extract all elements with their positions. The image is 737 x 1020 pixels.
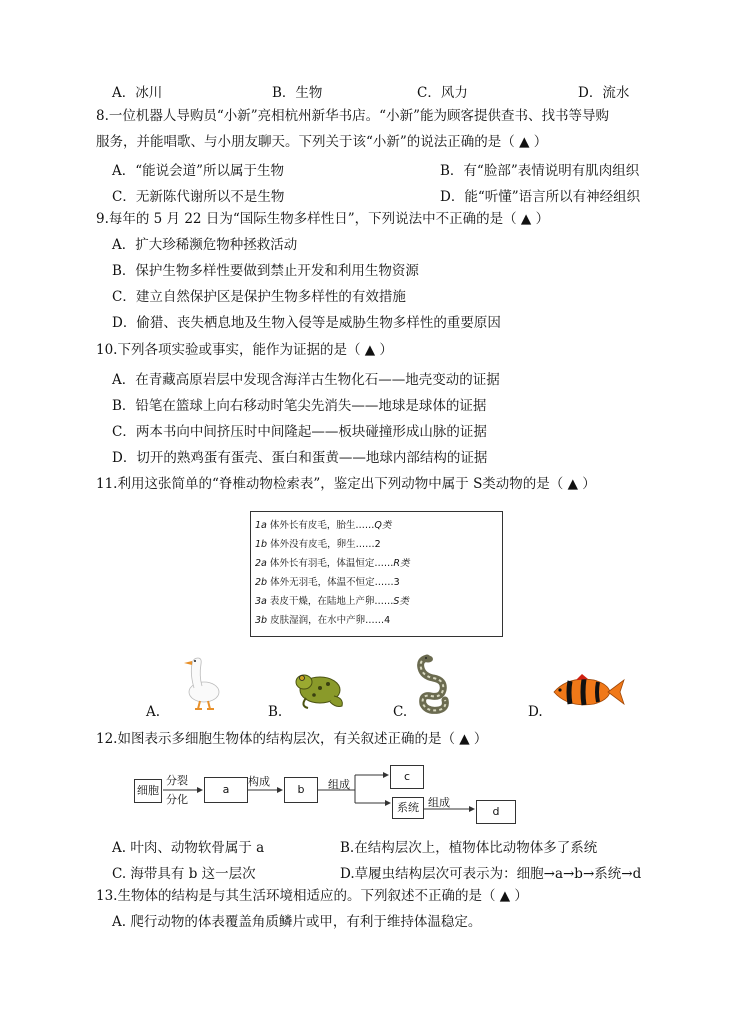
- goose-icon: [180, 654, 222, 712]
- box-a: a: [204, 777, 248, 803]
- key-text: 表皮干燥，在陆地上产卵……: [266, 596, 394, 607]
- q12-option-d: D.草履虫结构层次可表示为：细胞→a→b→系统→d: [340, 866, 642, 882]
- q11-label-d: D.: [528, 704, 543, 720]
- q12-options-row1: [112, 836, 692, 854]
- q10-option-d: D．切开的熟鸡蛋有蛋壳、蛋白和蛋黄——地球内部结构的证据: [112, 450, 488, 466]
- box-b: b: [284, 777, 318, 803]
- label-differentiate: 分化: [166, 793, 188, 806]
- key-code: 1b: [255, 539, 268, 550]
- q8-options-row2: [112, 185, 692, 203]
- q7-options: [112, 81, 692, 99]
- fish-icon: [548, 672, 626, 712]
- label-split: 分裂: [166, 774, 188, 787]
- box-cell: 细胞: [134, 779, 162, 803]
- vertebrate-key-table: [250, 511, 503, 637]
- box-d: d: [476, 800, 516, 824]
- q12-option-b: B.在结构层次上，植物体比动物体多了系统: [340, 840, 598, 856]
- key-line-1a: [255, 516, 502, 535]
- box-system: 系统: [392, 797, 424, 819]
- q9-stem: 9.每年的 5 月 22 日为“国际生物多样性日”，下列说法中不正确的是（ ▲ ）: [96, 211, 550, 227]
- key-text: 体外无羽毛，体温不恒定……3: [267, 577, 400, 588]
- q10-stem: 10.下列各项实验或事实，能作为证据的是（ ▲ ）: [96, 342, 393, 358]
- q12-options-row2: [112, 862, 692, 880]
- q9-option-d: D．偷猎、丧失栖息地及生物入侵等是威胁生物多样性的重要原因: [112, 315, 501, 331]
- key-line-3a: [255, 592, 502, 611]
- q11-label-c: C.: [393, 704, 408, 720]
- key-line-2b: [255, 573, 502, 592]
- q13-option-a: A. 爬行动物的体表覆盖角质鳞片或甲，有利于维持体温稳定。: [112, 914, 482, 930]
- q10-option-a: A．在青藏高原岩层中发现含海洋古生物化石——地壳变动的证据: [112, 372, 500, 388]
- q7-option-b: B．生物: [272, 85, 323, 101]
- key-line-2a: [255, 554, 502, 573]
- key-text: 皮肤湿润，在水中产卵……4: [267, 615, 391, 626]
- q11-label-b: B.: [268, 704, 283, 720]
- q9-option-c: C．建立自然保护区是保护生物多样性的有效措施: [112, 289, 406, 305]
- q9-option-a: A．扩大珍稀濒危物种拯救活动: [112, 237, 298, 253]
- key-code: 2a: [255, 558, 267, 569]
- diagram-arrows: [130, 765, 530, 827]
- q8-option-b: B．有“脸部”表情说明有肌肉组织: [440, 163, 640, 179]
- q7-option-c: C．风力: [417, 85, 468, 101]
- label-form-2: 组成: [328, 778, 350, 791]
- key-result: Q类: [374, 520, 392, 531]
- key-text: 体外长有羽毛，体温恒定……: [266, 558, 394, 569]
- frog-icon: [290, 668, 348, 710]
- key-line-3b: [255, 611, 502, 630]
- q10-option-b: B．铅笔在篮球上向右移动时笔尖先消失——地球是球体的证据: [112, 398, 487, 414]
- key-text: 体外没有皮毛，卵生……2: [267, 539, 381, 550]
- q12-option-c: C. 海带具有 b 这一层次: [112, 866, 256, 882]
- key-code: 3a: [255, 596, 267, 607]
- q13-stem: 13.生物体的结构是与其生活环境相适应的。下列叙述不正确的是（ ▲ ）: [96, 888, 528, 904]
- key-code: 2b: [255, 577, 268, 588]
- q11-stem: 11.利用这张简单的“脊椎动物检索表”，鉴定出下列动物中属于 S类动物的是（ ▲ ）: [96, 476, 596, 492]
- key-result: S类: [393, 596, 409, 607]
- key-code: 3b: [255, 615, 268, 626]
- q8-options-row1: [112, 159, 692, 177]
- key-result: R类: [393, 558, 410, 569]
- q11-label-a: A.: [146, 704, 161, 720]
- structure-level-diagram: [130, 765, 530, 827]
- q7-option-a: A．冰川: [112, 85, 163, 101]
- label-form-1: 构成: [248, 775, 270, 788]
- key-line-1b: [255, 535, 502, 554]
- q10-option-c: C．两本书向中间挤压时中间隆起——板块碰撞形成山脉的证据: [112, 424, 487, 440]
- snake-icon: [413, 654, 453, 716]
- q9-option-b: B．保护生物多样性要做到禁止开发和利用生物资源: [112, 263, 419, 279]
- label-form-3: 组成: [428, 796, 450, 809]
- box-c: c: [390, 765, 424, 789]
- q8-option-a: A．“能说会道”所以属于生物: [112, 163, 285, 179]
- q8-stem-line1: 8.一位机器人导购员“小新”亮相杭州新华书店。“小新”能为顾客提供查书、找书等导购: [96, 108, 609, 124]
- key-code: 1a: [255, 520, 267, 531]
- q8-stem-line2: 服务，并能唱歌、与小朋友聊天。下列关于该“小新”的说法正确的是（ ▲ ）: [96, 134, 548, 150]
- q7-option-d: D．流水: [578, 85, 630, 101]
- q12-stem: 12.如图表示多细胞生物体的结构层次，有关叙述正确的是（ ▲ ）: [96, 731, 488, 747]
- key-text: 体外长有皮毛，胎生……: [266, 520, 375, 531]
- q8-option-d: D．能“听懂”语言所以有神经组织: [440, 189, 641, 205]
- q12-option-a: A. 叶肉、动物软骨属于 a: [112, 840, 265, 856]
- q8-option-c: C．无新陈代谢所以不是生物: [112, 189, 285, 205]
